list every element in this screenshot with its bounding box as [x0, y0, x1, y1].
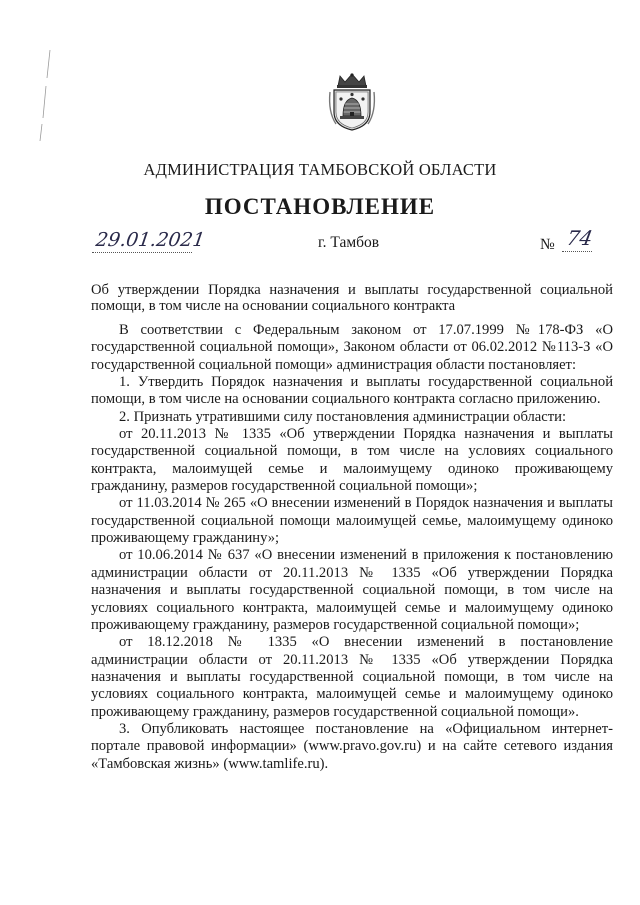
- issuing-authority: АДМИНИСТРАЦИЯ ТАМБОВСКОЙ ОБЛАСТИ: [143, 160, 497, 179]
- document-city: г. Тамбов: [318, 234, 380, 251]
- tambov-coat-of-arms-icon: [326, 72, 378, 132]
- date-underline: [92, 252, 192, 253]
- repealed-act-item: от 11.03.2014 № 265 «О внесении изменений в Порядок назначения и выплаты государственной социальной помощи малоимущей семье, малоимущему одиноко проживающему гражданину»;: [91, 495, 613, 547]
- document-body: [91, 322, 613, 773]
- number-sign: №: [540, 236, 555, 253]
- number-underline: [562, 251, 592, 252]
- clause-2-paragraph: 2. Признать утратившими силу постановления администрации области:: [119, 408, 566, 425]
- preamble-paragraph: В соответствии с Федеральным законом от 17.07.1999 №178-ФЗ «О государственной социальной помощи», Законом области от 06.02.2012 №113-З «О государственной социальной помощи» администрация области постановляет:: [91, 322, 613, 373]
- document-type-title: ПОСТАНОВЛЕНИЕ: [204, 194, 436, 219]
- margin-pencil-mark: [38, 48, 52, 143]
- document-date: 29.01.2021: [94, 229, 207, 251]
- clause-3-paragraph: 3. Опубликовать настоящее постановление на «Официальном интернет-портале правовой информации» (www.pravo.gov.ru) и на сайте сетевого издания «Тамбовская жизнь» (www.tamlife.ru).: [91, 720, 613, 772]
- repealed-act-item: от 10.06.2014 № 637 «О внесении изменений в приложения к постановлению администрации области от 20.11.2013 № 1335 «Об утверждении Порядка назначения и выплаты государственной социальной помощи, в том числе на условиях социального контракта, малоимущей семье и малоимущему одиноко проживающему гражданину, размеров государственной социальной помощи»;: [91, 547, 613, 633]
- repealed-act-item: от 18.12.2018 № 1335 «О внесении изменений в постановление администрации области от 20.11.2013 № 1335 «Об утверждении Порядка назначения и выплаты государственной социальной помощи, в том числе на условиях социального контракта, малоимущей семье и малоимущему одиноко проживающему гражданину, размеров государственной социальной помощи».: [91, 634, 613, 720]
- clause-1-paragraph: 1. Утвердить Порядок назначения и выплаты государственной социальной помощи, в том числе на основании социального контракта согласно приложению.: [91, 374, 613, 408]
- repealed-act-item: от 20.11.2013 № 1335 «Об утверждении Порядка назначения и выплаты государственной социальной помощи, в том числе на условиях социального контракта, малоимущей семье и малоимущему одиноко проживающему гражданину, размеров государственной социальной помощи»;: [91, 426, 613, 495]
- document-subject: Об утверждении Порядка назначения и выплаты государственной социальной помощи, в том числе на основании социального контракта: [91, 282, 613, 314]
- document-number: 74: [564, 226, 595, 250]
